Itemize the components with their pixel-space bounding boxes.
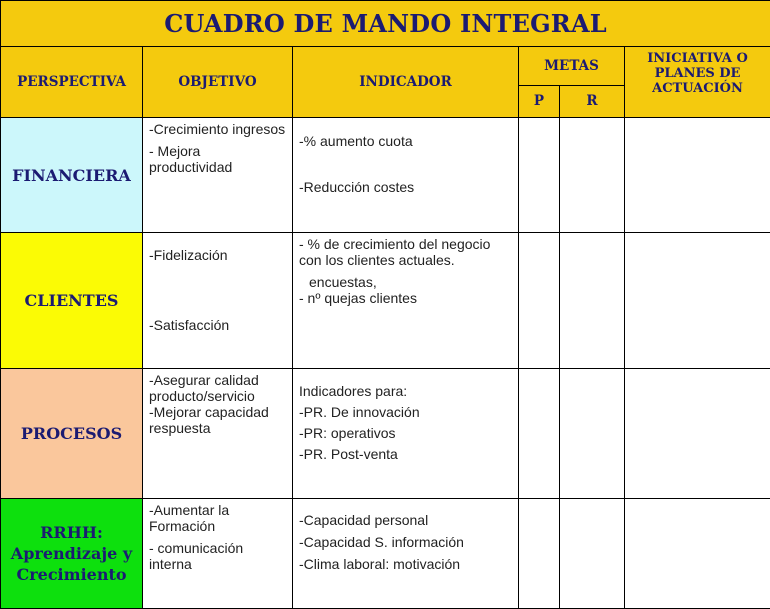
indicador-item: encuestas, bbox=[299, 274, 512, 290]
indicador-cell-rrhh bbox=[293, 499, 519, 609]
objetivo-item: - Mejora productividad bbox=[149, 143, 286, 175]
indicador-item: - % de crecimiento del negocio con los clientes actuales. bbox=[299, 236, 512, 268]
objetivo-cell-clientes bbox=[143, 233, 293, 369]
objetivo-item: -Satisfacción bbox=[149, 317, 286, 333]
indicador-item: -Capacidad personal bbox=[299, 509, 512, 531]
perspective-rrhh-line2: Aprendizaje y bbox=[1, 543, 142, 564]
indicador-cell-procesos bbox=[293, 369, 519, 499]
perspective-rrhh bbox=[1, 499, 143, 609]
meta-r-cell bbox=[560, 369, 625, 499]
header-perspectiva: PERSPECTIVA bbox=[1, 47, 143, 118]
meta-r-cell bbox=[560, 499, 625, 609]
iniciativa-cell bbox=[625, 499, 770, 609]
meta-r-cell bbox=[560, 118, 625, 233]
header-metas-r: R bbox=[560, 86, 625, 118]
header-metas: METAS bbox=[519, 47, 625, 86]
header-objetivo: OBJETIVO bbox=[143, 47, 293, 118]
iniciativa-cell bbox=[625, 369, 770, 499]
perspective-financiera: FINANCIERA bbox=[1, 118, 143, 233]
meta-r-cell bbox=[560, 233, 625, 369]
perspective-rrhh-line1: RRHH: bbox=[1, 522, 142, 543]
header-iniciativa-line3: ACTUACIÓN bbox=[625, 81, 770, 96]
indicador-item: -PR: operativos bbox=[299, 423, 512, 444]
objetivo-cell-financiera bbox=[143, 118, 293, 233]
header-indicador: INDICADOR bbox=[293, 47, 519, 118]
perspective-procesos: PROCESOS bbox=[1, 369, 143, 499]
header-iniciativa-line1: INICIATIVA O bbox=[625, 51, 770, 66]
indicador-cell-clientes bbox=[293, 233, 519, 369]
objetivo-item: -Fidelización bbox=[149, 247, 286, 263]
indicador-cell-financiera bbox=[293, 118, 519, 233]
objetivo-item: - comunicación interna bbox=[149, 540, 286, 572]
objetivo-cell-rrhh bbox=[143, 499, 293, 609]
indicador-item: -PR. Post-venta bbox=[299, 444, 512, 465]
objetivo-item: -Aumentar la Formación bbox=[149, 502, 286, 534]
header-iniciativa bbox=[625, 47, 770, 118]
meta-p-cell bbox=[519, 369, 560, 499]
perspective-rrhh-line3: Crecimiento bbox=[1, 564, 142, 585]
iniciativa-cell bbox=[625, 233, 770, 369]
indicador-item: - nº quejas clientes bbox=[299, 290, 512, 306]
header-iniciativa-line2: PLANES DE bbox=[625, 66, 770, 81]
indicador-item: -Reducción costes bbox=[299, 179, 512, 195]
indicador-item: -Clima laboral: motivación bbox=[299, 553, 512, 575]
table-title: CUADRO DE MANDO INTEGRAL bbox=[1, 1, 770, 47]
objetivo-item: -Mejorar capacidad respuesta bbox=[149, 404, 286, 436]
header-metas-p: P bbox=[519, 86, 560, 118]
indicador-item: Indicadores para: bbox=[299, 381, 512, 402]
meta-p-cell bbox=[519, 233, 560, 369]
indicador-item: -% aumento cuota bbox=[299, 133, 512, 149]
indicador-item: -Capacidad S. información bbox=[299, 531, 512, 553]
indicador-item: -PR. De innovación bbox=[299, 402, 512, 423]
objetivo-cell-procesos bbox=[143, 369, 293, 499]
meta-p-cell bbox=[519, 499, 560, 609]
iniciativa-cell bbox=[625, 118, 770, 233]
meta-p-cell bbox=[519, 118, 560, 233]
objetivo-item: -Asegurar calidad producto/servicio bbox=[149, 372, 286, 404]
perspective-clientes: CLIENTES bbox=[1, 233, 143, 369]
objetivo-item: -Crecimiento ingresos bbox=[149, 121, 286, 137]
